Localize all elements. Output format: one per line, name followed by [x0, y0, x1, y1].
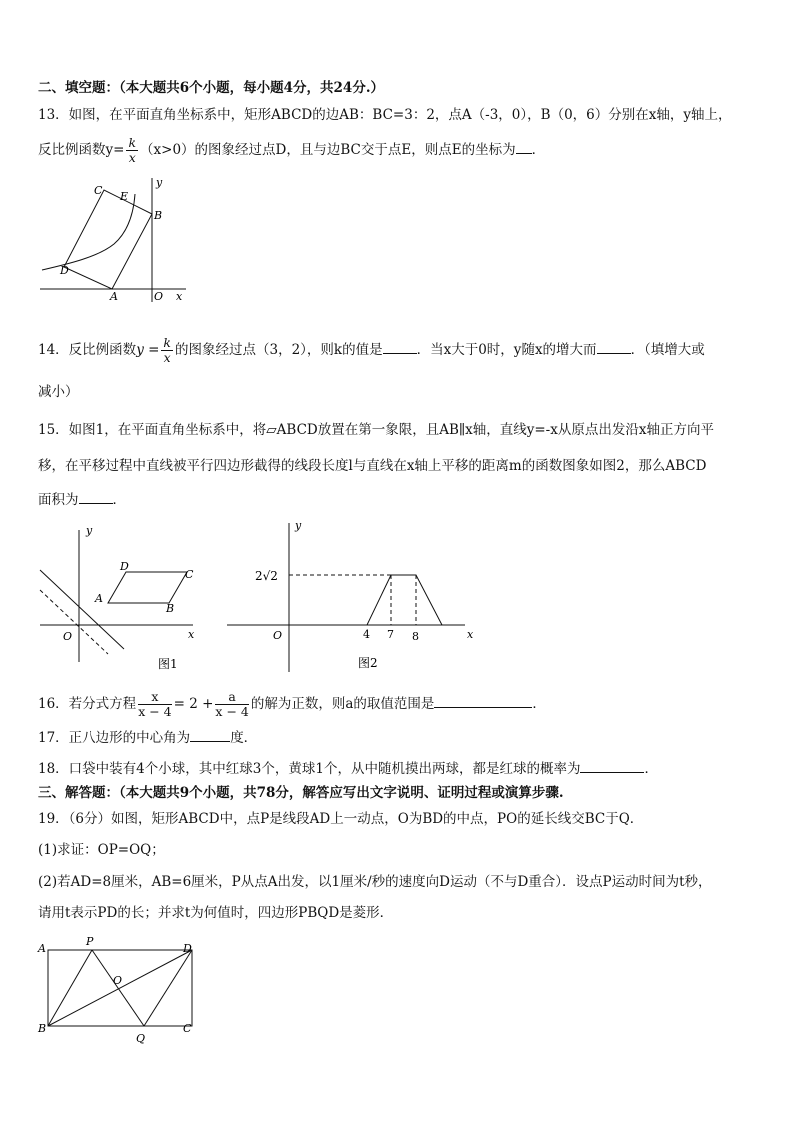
q13-label-y: y [156, 176, 163, 189]
q13-frac-den: x [128, 150, 136, 165]
q13-fraction [126, 136, 138, 165]
q18-line [38, 758, 658, 779]
q19-label-Q: Q [136, 1032, 146, 1045]
q19-segment-QD [144, 950, 192, 1026]
fig2-label-x: x [467, 628, 474, 641]
q13-label-D: D [60, 264, 69, 277]
q16-fraction-2 [215, 690, 248, 719]
q16-f1-den: x − 4 [138, 704, 172, 719]
fig1-label-O: O [63, 630, 73, 643]
q13-text-c: ． [531, 142, 546, 158]
q13-answer-blank[interactable] [516, 139, 532, 154]
fig1-label-x: x [188, 628, 195, 641]
q16-text-c: ． [532, 696, 546, 712]
q14-line1 [38, 336, 705, 365]
q19-part2: (2)若AD=8厘米，AB=6厘米，P从点A出发，以1厘米/秒的速度向D运动（不与D重合）．设点P运动时间为t秒， [38, 874, 712, 890]
q18-answer-blank[interactable] [580, 758, 644, 773]
q15-text-a: 面积为 [38, 492, 79, 508]
fig2-label-y: y [295, 519, 302, 532]
fig1-label-D: D [120, 560, 129, 573]
q14-frac-num: k [163, 335, 171, 350]
q19-label-A: A [38, 942, 46, 955]
fig1-caption: 图1 [158, 657, 178, 671]
q16-f2-num: a [215, 690, 248, 705]
q19-figure [36, 932, 201, 1050]
q13-label-C: C [94, 184, 103, 197]
q19-segment-PQ [92, 950, 144, 1026]
q19-label-D: D [183, 942, 192, 955]
q14-y-eq: y = [136, 342, 160, 358]
q17-line [38, 727, 257, 748]
fig2-label-ymax: 2√2 [255, 569, 278, 583]
q14-answer-blank-2[interactable] [597, 339, 631, 354]
q13-label-E: E [120, 190, 129, 203]
fig1-label-y: y [86, 524, 93, 537]
q15-answer-blank[interactable] [79, 489, 113, 504]
section-3-header: 三、解答题：（本大题共9个小题，共78分，解答应写出文字说明、证明过程或演算步骤. [38, 785, 564, 801]
q14-frac-den: x [163, 350, 171, 365]
q15-text-b: ． [112, 492, 126, 508]
q16-text-b: 的解为正数，则a的取值范围是 [250, 696, 435, 712]
q19-part1: (1)求证：OP=OQ； [38, 842, 165, 858]
q17-answer-blank[interactable] [190, 727, 230, 742]
q14-text-d: ．（填增大或 [630, 342, 705, 358]
q17-text-b: 度． [230, 730, 258, 746]
fig2-tick-4: 4 [363, 628, 370, 641]
q19-label-B: B [38, 1022, 47, 1035]
q15-line1: 15．如图1，在平面直角坐标系中，将▱ABCD放置在第一象限，且AB∥x轴，直线y=-x从原点出发沿x轴正方向平 [38, 422, 714, 438]
fig2-caption: 图2 [358, 656, 378, 670]
q19-label-C: C [183, 1022, 192, 1035]
q18-text-a: 18．口袋中装有4个小球，其中红球3个，黄球1个，从中随机摸出两球，都是红球的概率为 [38, 761, 581, 777]
q13-line2 [38, 136, 545, 165]
q14-answer-blank-1[interactable] [383, 339, 417, 354]
fig2-tick-7: 7 [387, 628, 394, 641]
q19-part2b: 请用t表示PD的长；并求t为何值时，四边形PBQD是菱形． [38, 905, 394, 921]
fig1-parallelogram [108, 572, 187, 603]
q16-f1-num: x [138, 690, 171, 705]
q13-label-O: O [154, 290, 164, 303]
q13-curve [42, 194, 135, 270]
q16-line [38, 690, 546, 719]
q19-line1: 19．（6分）如图，矩形ABCD中，点P是线段AD上一动点，O为BD的中点，PO的延长线交BC于Q． [38, 811, 644, 827]
q15-figure-2 [225, 517, 480, 677]
q16-text-a: 16．若分式方程 [38, 696, 137, 712]
q14-fraction [161, 336, 173, 365]
q16-mid: = 2 + [173, 696, 214, 712]
fig1-line-solid [40, 570, 124, 649]
q19-label-O: O [113, 974, 123, 987]
q16-f2-den: x − 4 [215, 704, 249, 719]
q14-text-c: ．当x大于0时，y随x的增大而 [416, 342, 597, 358]
fig1-label-C: C [185, 568, 194, 581]
fig2-tick-8: 8 [412, 630, 419, 643]
q13-text-a: 反比例函数y= [38, 142, 125, 158]
q13-frac-num: k [128, 135, 137, 150]
section-2-header: 二、填空题：（本大题共6个小题，每小题4分，共24分.） [38, 80, 385, 96]
q16-answer-blank[interactable] [434, 693, 532, 708]
q15-line2: 移，在平移过程中直线被平行四边形截得的线段长度l与直线在x轴上平移的距离m的函数图象如图2，那么ABCD [38, 458, 707, 474]
fig1-label-B: B [166, 602, 175, 615]
q13-rectangle [64, 190, 152, 289]
q16-fraction-1 [138, 690, 171, 719]
q14-line2: 减小） [38, 384, 79, 400]
q14-text-a: 14．反比例函数 [38, 342, 137, 358]
q13-line1: 13．如图，在平面直角坐标系中，矩形ABCD的边AB：BC=3：2，点A（-3，0），B（0，6）分别在x轴，y轴上， [38, 107, 732, 123]
fig2-label-O: O [273, 629, 283, 642]
q15-line3 [38, 489, 126, 510]
q13-label-x: x [176, 290, 183, 303]
q19-label-P: P [86, 935, 94, 948]
q13-text-b: （x>0）的图象经过点D，且与边BC交于点E，则点E的坐标为 [140, 142, 516, 158]
q18-text-b: ． [644, 761, 658, 777]
q17-text-a: 17．正八边形的中心角为 [38, 730, 191, 746]
q14-text-b: 的图象经过点（3，2），则k的值是 [175, 342, 383, 358]
q13-label-A: A [110, 290, 118, 303]
q13-figure [38, 172, 198, 307]
q15-figure-1 [38, 522, 203, 677]
fig2-graph [289, 575, 442, 625]
fig1-label-A: A [95, 592, 103, 605]
q13-label-B: B [154, 209, 163, 222]
